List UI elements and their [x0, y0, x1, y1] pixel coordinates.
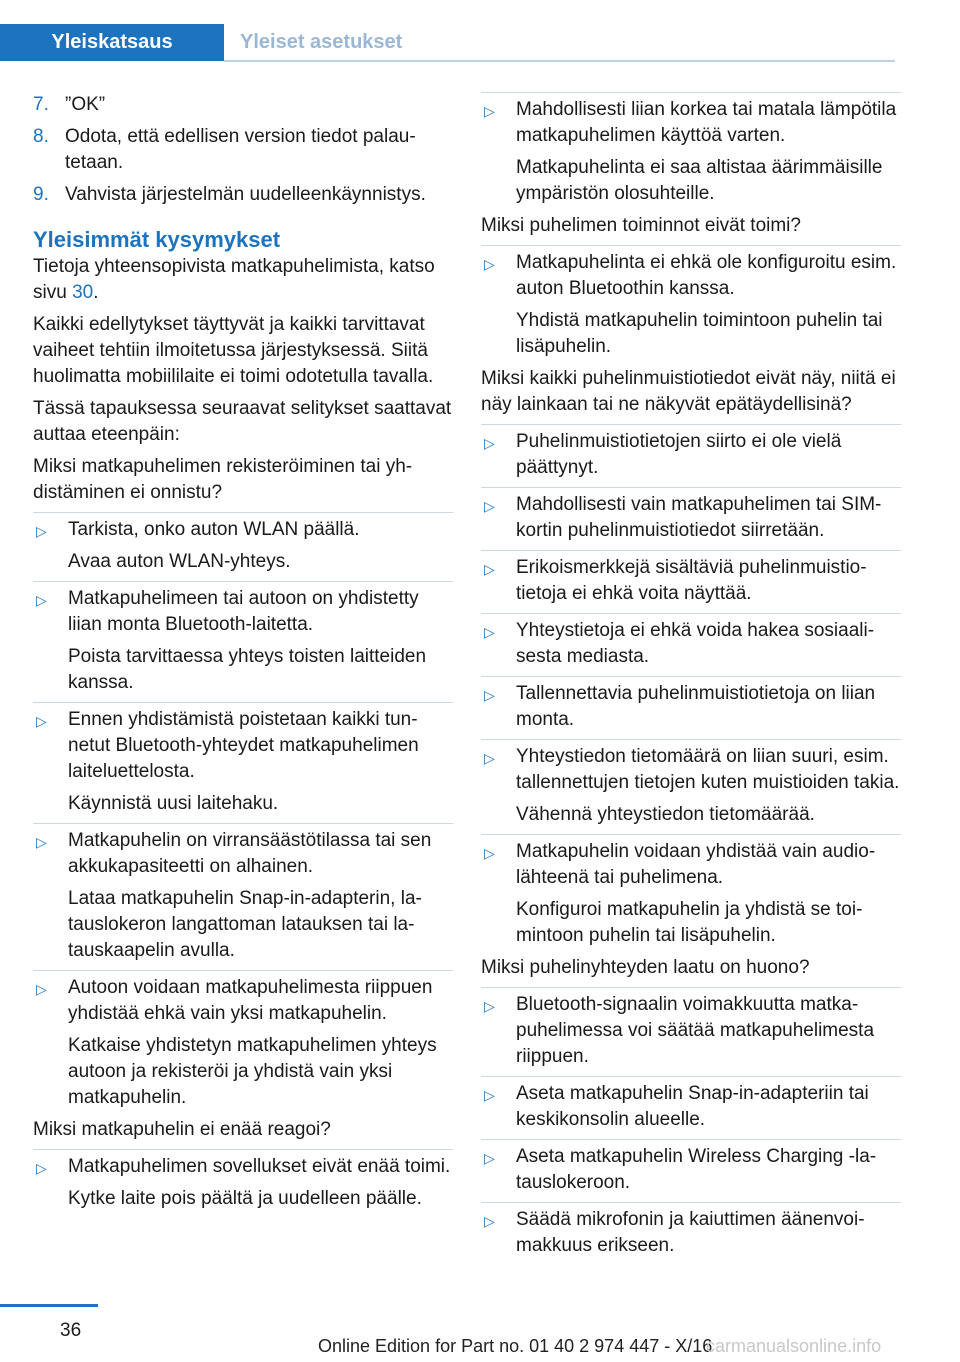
question: Miksi puhelimen toiminnot eivät toimi? — [481, 215, 801, 236]
bullet-text: Mahdollisesti liian korkea tai matala lämpötila matkapuhelimen käyttöä varten. — [516, 99, 897, 146]
bullet-text: Matkapuhelin voidaan yhdistää vain audiolähteenä tai puhelimena. — [516, 841, 876, 888]
triangle-bullet-icon: ▷ — [36, 523, 47, 539]
bullet-body — [516, 681, 901, 733]
triangle-bullet-icon: ▷ — [484, 845, 495, 861]
triangle-bullet-icon: ▷ — [484, 998, 495, 1014]
intro-end: . — [93, 282, 99, 303]
bullet-text: Matkapuhelimeen tai autoon on yhdistetty liian monta Bluetooth-laitetta. — [68, 588, 419, 635]
numbered-step — [33, 124, 453, 176]
tab-yleiskatsaus[interactable]: Yleiskatsaus — [0, 24, 224, 61]
bullet-text: Yhteystietoja ei ehkä voida hakea sosiaalisesta mediasta. — [516, 620, 875, 667]
bullet-body — [68, 707, 453, 817]
tab-yleiset-asetukset[interactable]: Yleiset asetukset — [240, 31, 403, 53]
bullet-text: Erikoismerkkejä sisältäviä puhelinmuistiotietoja ei ehkä voita näyttää. — [516, 557, 867, 604]
bullet-text: Aseta matkapuhelin Snap-in-adapteriin tai keskikonsolin alueelle. — [516, 1083, 869, 1130]
triangle-bullet-icon: ▷ — [484, 256, 495, 272]
bullet-action: Poista tarvittaessa yhteys toisten laitteiden kanssa. — [68, 646, 427, 693]
triangle-bullet-icon: ▷ — [484, 103, 495, 119]
bullet-text: Matkapuhelinta ei ehkä ole konfiguroitu esim. auton Bluetoothin kanssa. — [516, 252, 897, 299]
bullet-body — [516, 839, 901, 949]
edition-text: Online Edition for Part no. 01 40 2 974 447 - X/16 — [318, 1336, 713, 1356]
bullet-item — [481, 424, 901, 481]
bullet-body — [516, 555, 901, 607]
bullet-text: Matkapuhelin on virransäästötilassa tai sen akkukapasiteetti on alhainen. — [68, 830, 432, 877]
question: Miksi matkapuhelimen rekisteröiminen tai yhdistäminen ei onnistu? — [33, 456, 413, 503]
triangle-bullet-icon: ▷ — [484, 435, 495, 451]
bullet-item — [33, 823, 453, 964]
step-number: 9. — [33, 184, 49, 205]
bullet-text: Autoon voidaan matkapuhelimesta riippuen yhdistää ehkä vain yksi matkapuhelin. — [68, 977, 433, 1024]
bullet-body — [516, 1144, 901, 1196]
bullet-body — [516, 618, 901, 670]
bullet-body — [516, 250, 901, 360]
bullet-text: Aseta matkapuhelin Wireless Charging -latauslokeroon. — [516, 1146, 877, 1193]
bullet-action: Vähennä yhteystiedon tietomäärää. — [516, 804, 815, 825]
triangle-bullet-icon: ▷ — [484, 498, 495, 514]
step-number: 8. — [33, 126, 49, 147]
question: Miksi matkapuhelin ei enää reagoi? — [33, 1119, 331, 1140]
bullet-item — [481, 1202, 901, 1259]
paragraph: Kaikki edellytykset täyttyvät ja kaikki tarvittavat vaiheet tehtiin ilmoitetussa järjestyksessä. Siitä huolimatta mobiililaite ei toimi odotetulla tavalla. — [33, 314, 434, 387]
triangle-bullet-icon: ▷ — [36, 592, 47, 608]
bullet-item — [481, 1076, 901, 1133]
bullet-text: Puhelinmuistiotietojen siirto ei ole vielä päättynyt. — [516, 431, 842, 478]
triangle-bullet-icon: ▷ — [484, 687, 495, 703]
header-divider — [224, 60, 895, 62]
bullet-body — [516, 492, 901, 544]
bullet-item — [481, 487, 901, 544]
numbered-step — [33, 182, 453, 208]
watermark: carmanualsonline.info — [706, 1336, 882, 1356]
right-column — [481, 92, 901, 1265]
page-header — [0, 0, 895, 62]
page-number: 36 — [60, 1320, 82, 1341]
bullet-body — [516, 97, 901, 207]
left-column — [33, 92, 453, 1218]
bullet-action: Katkaise yhdistetyn matkapuhelimen yhteys autoon ja rekisteröi ja yhdistä vain yksi matkapuhelin. — [68, 1035, 437, 1108]
bullet-body — [516, 1081, 901, 1133]
bullet-list — [481, 245, 901, 360]
question: Miksi puhelinyhteyden laatu on huono? — [481, 957, 810, 978]
bullet-list — [33, 512, 453, 1111]
bullet-item — [33, 1149, 453, 1212]
triangle-bullet-icon: ▷ — [36, 1160, 47, 1176]
bullet-list — [481, 424, 901, 949]
bullet-item — [33, 512, 453, 575]
triangle-bullet-icon: ▷ — [484, 561, 495, 577]
bullet-body — [516, 992, 901, 1070]
bullet-list — [481, 987, 901, 1259]
triangle-bullet-icon: ▷ — [36, 713, 47, 729]
bullet-text: Bluetooth-signaalin voimakkuutta matkapuhelimessa voi säätää matkapuhelimesta riippuen. — [516, 994, 875, 1067]
bullet-text: Mahdollisesti vain matkapuhelimen tai SIM-kortin puhelinmuistiotiedot siirretään. — [516, 494, 882, 541]
bullet-action: Käynnistä uusi laitehaku. — [68, 793, 279, 814]
bullet-item — [481, 92, 901, 207]
bullet-item — [481, 550, 901, 607]
question: Miksi kaikki puhelinmuistiotiedot eivät näy, niitä ei näy lainkaan tai ne näkyvät epätäydellisinä? — [481, 368, 896, 415]
step-text: Vahvista järjestelmän uudelleenkäynnistys. — [65, 184, 426, 205]
triangle-bullet-icon: ▷ — [36, 981, 47, 997]
triangle-bullet-icon: ▷ — [36, 834, 47, 850]
bullet-item — [33, 702, 453, 817]
triangle-bullet-icon: ▷ — [484, 1213, 495, 1229]
bullet-text: Tallennettavia puhelinmuistiotietoja on liian monta. — [516, 683, 876, 730]
bullet-item — [33, 581, 453, 696]
step-text: ”OK” — [65, 94, 106, 115]
numbered-step — [33, 92, 453, 118]
step-number: 7. — [33, 94, 49, 115]
bullet-text: Tarkista, onko auton WLAN päällä. — [68, 519, 360, 540]
bullet-body — [68, 828, 453, 964]
bullet-list — [481, 92, 901, 207]
intro-text: Tietoja yhteensopivista matkapuhelimista, katso sivu — [33, 256, 435, 303]
bullet-item — [481, 739, 901, 828]
bullet-body — [68, 1154, 453, 1212]
bullet-action: Avaa auton WLAN-yhteys. — [68, 551, 291, 572]
footer-rule — [0, 1304, 98, 1307]
bullet-body — [516, 429, 901, 481]
bullet-text: Matkapuhelimen sovellukset eivät enää toimi. — [68, 1156, 451, 1177]
page-link[interactable]: 30 — [72, 282, 94, 303]
bullet-body — [68, 975, 453, 1111]
bullet-body — [516, 1207, 901, 1259]
triangle-bullet-icon: ▷ — [484, 1087, 495, 1103]
bullet-action: Yhdistä matkapuhelin toimintoon puhelin tai lisäpuhelin. — [516, 310, 883, 357]
intro-paragraph — [33, 254, 453, 306]
bullet-text: Ennen yhdistämistä poistetaan kaikki tunnetut Bluetooth-yhteydet matkapuhelimen laiteluettelosta. — [68, 709, 419, 782]
bullet-text: Yhteystiedon tietomäärä on liian suuri, esim. tallennettujen tietojen kuten muistioiden takia. — [516, 746, 900, 793]
bullet-list — [33, 1149, 453, 1212]
bullet-item — [481, 834, 901, 949]
bullet-item — [33, 970, 453, 1111]
step-text: Odota, että edellisen version tiedot palautetaan. — [65, 126, 416, 173]
bullet-action: Lataa matkapuhelin Snap-in-adapterin, latauslokeron langattoman latauksen tai latauskaapelin avulla. — [68, 888, 422, 961]
triangle-bullet-icon: ▷ — [484, 624, 495, 640]
bullet-item — [481, 245, 901, 360]
bullet-body — [516, 744, 901, 828]
triangle-bullet-icon: ▷ — [484, 750, 495, 766]
bullet-item — [481, 613, 901, 670]
section-heading: Yleisimmät kysymykset — [33, 227, 281, 252]
bullet-item — [481, 1139, 901, 1196]
bullet-item — [481, 987, 901, 1070]
bullet-body — [68, 586, 453, 696]
bullet-item — [481, 676, 901, 733]
numbered-steps — [33, 92, 453, 208]
bullet-action: Konfiguroi matkapuhelin ja yhdistä se toimintoon puhelin tai lisäpuhelin. — [516, 899, 863, 946]
bullet-text: Säädä mikrofonin ja kaiuttimen äänenvoimakkuus erikseen. — [516, 1209, 865, 1256]
bullet-action: Kytke laite pois päältä ja uudelleen päälle. — [68, 1188, 422, 1209]
triangle-bullet-icon: ▷ — [484, 1150, 495, 1166]
paragraph: Tässä tapauksessa seuraavat selitykset saattavat auttaa eteenpäin: — [33, 398, 452, 445]
bullet-action: Matkapuhelinta ei saa altistaa äärimmäisille ympäristön olosuhteille. — [516, 157, 883, 204]
bullet-body — [68, 517, 453, 575]
